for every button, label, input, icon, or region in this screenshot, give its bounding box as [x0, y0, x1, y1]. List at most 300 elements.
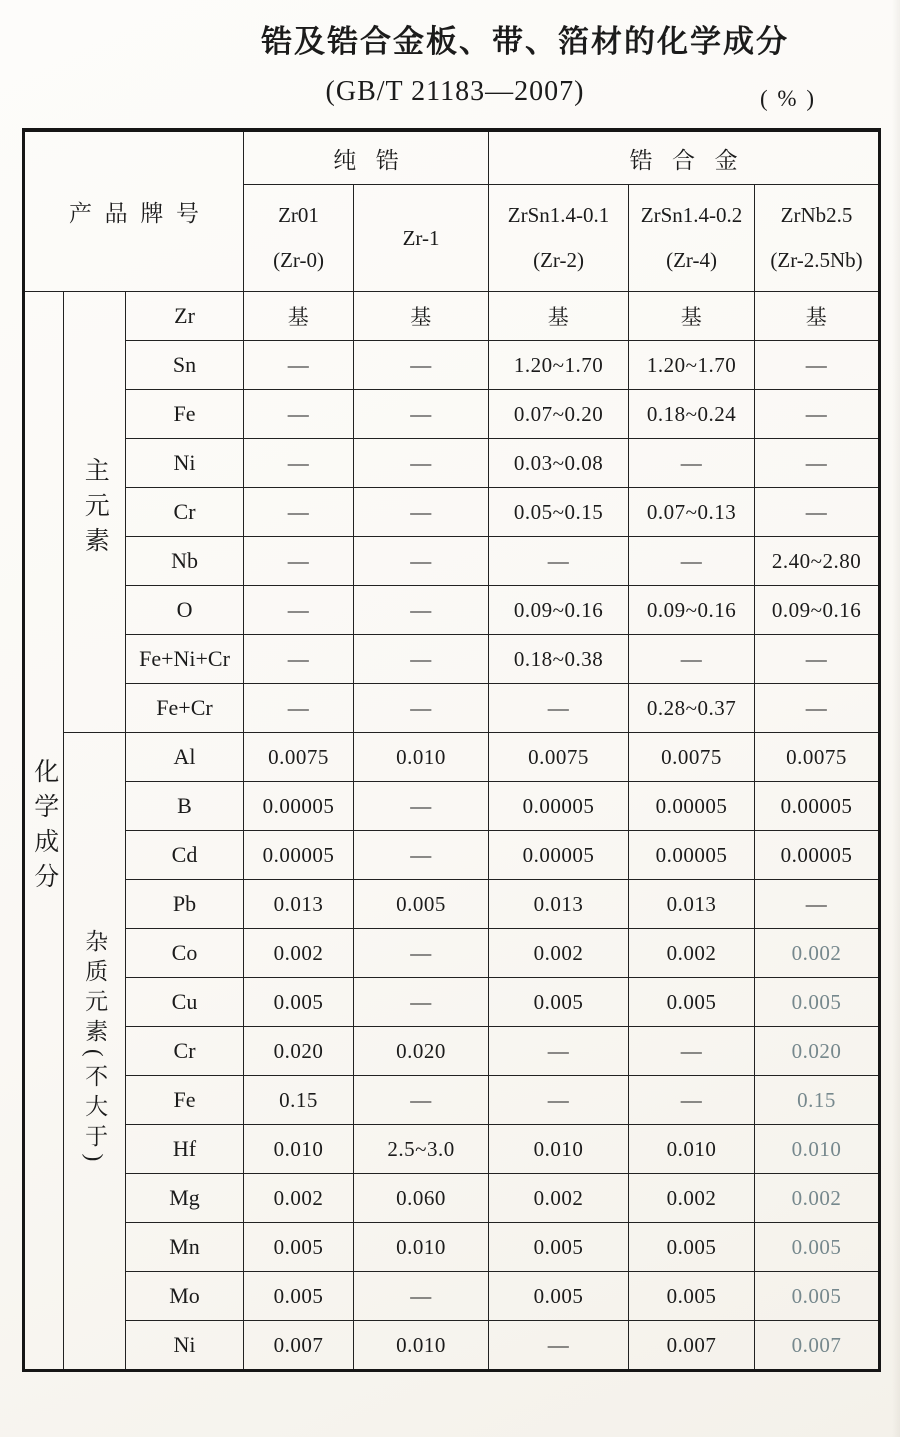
element-cell	[126, 537, 244, 586]
value-cell	[354, 586, 489, 635]
value-cell	[489, 1125, 629, 1174]
value-cell	[629, 1272, 755, 1321]
table-row	[24, 635, 880, 684]
value-cell	[489, 390, 629, 439]
value-cell	[244, 684, 354, 733]
table-row	[24, 782, 880, 831]
element-cell-text: Mg	[169, 1185, 200, 1210]
value-cell	[629, 488, 755, 537]
value-cell	[629, 390, 755, 439]
value-cell	[489, 586, 629, 635]
value-cell	[755, 390, 880, 439]
value-cell-text: 0.00005	[522, 842, 595, 867]
value-cell	[755, 831, 880, 880]
element-cell	[126, 1272, 244, 1321]
value-cell	[354, 1125, 489, 1174]
value-cell-text: 1.20~1.70	[646, 352, 737, 377]
element-cell	[126, 978, 244, 1027]
value-cell-text: 0.28~0.37	[646, 695, 737, 720]
value-cell	[755, 439, 880, 488]
value-cell	[489, 880, 629, 929]
value-cell-text: 0.005	[791, 1283, 842, 1308]
pure-zr-label: 纯锆	[333, 147, 419, 173]
table-row	[24, 1272, 880, 1321]
value-cell-text: —	[410, 1087, 432, 1112]
value-cell	[755, 782, 880, 831]
element-cell	[126, 782, 244, 831]
value-cell	[354, 1027, 489, 1076]
element-cell	[126, 292, 244, 341]
value-cell	[244, 390, 354, 439]
value-cell-text: —	[287, 548, 310, 573]
value-cell-text: —	[805, 891, 828, 916]
element-cell-text: Zr	[174, 303, 195, 328]
value-cell-text: 0.005	[396, 891, 446, 916]
value-cell-text: —	[680, 1038, 703, 1063]
value-cell-text: —	[410, 499, 432, 524]
grade-column-header-zr2	[489, 185, 629, 292]
value-cell	[489, 1174, 629, 1223]
element-cell-text: Cd	[171, 842, 198, 867]
element-cell	[126, 684, 244, 733]
impurity-elements-label-text: 杂质元素(不大于)	[82, 928, 108, 1169]
element-cell	[126, 1076, 244, 1125]
value-cell-text: —	[410, 450, 432, 475]
value-cell-text: 0.09~0.16	[646, 597, 737, 622]
value-cell-text: 0.010	[396, 1332, 446, 1357]
value-cell	[489, 537, 629, 586]
value-cell-text: 基	[680, 305, 703, 329]
value-cell-text: —	[410, 695, 432, 720]
value-cell	[244, 929, 354, 978]
value-cell-text: 0.002	[273, 940, 324, 965]
value-cell	[489, 978, 629, 1027]
value-cell	[244, 978, 354, 1027]
element-cell-text: Cr	[173, 499, 196, 524]
value-cell	[244, 733, 354, 782]
value-cell-text: —	[410, 401, 432, 426]
grade-column-header-zrnb	[755, 185, 880, 292]
value-cell-text: —	[287, 695, 310, 720]
value-cell-text: 0.15	[279, 1087, 318, 1112]
value-cell-text: —	[410, 842, 432, 867]
table-row	[24, 1027, 880, 1076]
value-cell	[755, 586, 880, 635]
value-cell	[629, 341, 755, 390]
element-cell	[126, 390, 244, 439]
value-cell-text: 2.40~2.80	[771, 548, 862, 573]
value-cell	[354, 1321, 489, 1371]
value-cell	[244, 1272, 354, 1321]
element-cell-text: Fe+Ni+Cr	[139, 646, 230, 671]
value-cell	[354, 341, 489, 390]
value-cell-text: —	[287, 499, 310, 524]
value-cell	[489, 684, 629, 733]
value-cell-text: 0.005	[791, 1234, 842, 1259]
grade-name: ZrNb2.5	[780, 203, 853, 227]
value-cell	[755, 929, 880, 978]
grade-name: Zr01	[278, 203, 319, 227]
value-cell	[489, 341, 629, 390]
grade-alias: (Zr-2)	[533, 248, 584, 272]
value-cell-text: —	[680, 450, 703, 475]
element-cell-text: Cu	[171, 989, 198, 1014]
group-header-row	[24, 130, 880, 185]
value-cell-text: 0.007	[273, 1332, 324, 1357]
value-cell	[489, 1223, 629, 1272]
value-cell-text: 0.007	[666, 1332, 717, 1357]
value-cell	[244, 782, 354, 831]
value-cell	[244, 1125, 354, 1174]
grade-alias: (Zr-4)	[666, 248, 717, 272]
value-cell	[755, 341, 880, 390]
element-cell	[126, 439, 244, 488]
value-cell-text: 0.010	[396, 1234, 446, 1259]
value-cell-text: 基	[287, 305, 310, 329]
table-row	[24, 537, 880, 586]
element-cell-text: Fe+Cr	[156, 695, 213, 720]
value-cell	[354, 292, 489, 341]
value-cell	[244, 1223, 354, 1272]
value-cell-text: 0.020	[273, 1038, 324, 1063]
element-cell-text: Mn	[169, 1234, 200, 1259]
value-cell	[354, 488, 489, 537]
value-cell-text: —	[547, 1038, 570, 1063]
value-cell	[489, 1272, 629, 1321]
element-cell	[126, 1027, 244, 1076]
value-cell-text: 0.07~0.13	[646, 499, 737, 524]
value-cell-text: —	[287, 450, 310, 475]
value-cell	[629, 586, 755, 635]
value-cell	[489, 488, 629, 537]
value-cell	[354, 1272, 489, 1321]
page-subtitle: (GB/T 21183—2007)	[325, 76, 585, 107]
element-cell-text: Sn	[172, 352, 197, 377]
value-cell	[354, 782, 489, 831]
table-row	[24, 978, 880, 1027]
element-cell-text: Hf	[172, 1136, 197, 1161]
element-cell	[126, 1223, 244, 1272]
value-cell	[629, 1321, 755, 1371]
value-cell-text: —	[410, 940, 432, 965]
value-cell	[489, 635, 629, 684]
value-cell	[755, 1272, 880, 1321]
zr-alloy-label: 锆合金	[629, 147, 758, 173]
value-cell-text: —	[547, 1087, 570, 1112]
value-cell-text: 0.18~0.24	[646, 401, 737, 426]
grade-alias: (Zr-2.5Nb)	[770, 248, 863, 272]
value-cell-text: 0.00005	[522, 793, 595, 818]
value-cell	[354, 831, 489, 880]
value-cell-text: —	[680, 646, 703, 671]
value-cell	[354, 1174, 489, 1223]
value-cell	[244, 880, 354, 929]
value-cell	[244, 1027, 354, 1076]
value-cell	[354, 439, 489, 488]
value-cell-text: 0.15	[797, 1087, 836, 1112]
value-cell	[755, 1076, 880, 1125]
value-cell	[629, 880, 755, 929]
value-cell-text: 0.013	[666, 891, 717, 916]
percent-unit: ( % )	[760, 86, 816, 111]
value-cell	[629, 635, 755, 684]
value-cell	[489, 439, 629, 488]
value-cell-text: 0.005	[666, 989, 717, 1014]
value-cell-text: —	[410, 597, 432, 622]
element-cell-text: Al	[173, 744, 196, 769]
value-cell-text: 0.00005	[780, 842, 853, 867]
table-row	[24, 1223, 880, 1272]
value-cell	[244, 292, 354, 341]
element-cell	[126, 341, 244, 390]
value-cell	[755, 1174, 880, 1223]
value-cell	[755, 880, 880, 929]
value-cell	[755, 1321, 880, 1371]
value-cell-text: 1.20~1.70	[513, 352, 604, 377]
value-cell-text: 0.0075	[661, 744, 722, 769]
value-cell-text: 0.010	[273, 1136, 324, 1161]
product-grade-label: 产品牌号	[69, 201, 212, 226]
value-cell	[244, 586, 354, 635]
value-cell-text: 0.00005	[655, 842, 728, 867]
value-cell-text: 0.18~0.38	[513, 646, 604, 671]
grade-column-header-zr4	[629, 185, 755, 292]
value-cell	[489, 1321, 629, 1371]
value-cell-text: 0.002	[666, 1185, 717, 1210]
table-row	[24, 733, 880, 782]
element-cell	[126, 880, 244, 929]
value-cell-text: 基	[410, 305, 432, 329]
value-cell-text: 0.005	[273, 989, 324, 1014]
value-cell	[354, 1223, 489, 1272]
value-cell	[244, 488, 354, 537]
value-cell	[629, 439, 755, 488]
table-row	[24, 684, 880, 733]
value-cell	[354, 880, 489, 929]
value-cell-text: 0.00005	[780, 793, 853, 818]
element-cell-text: Cr	[173, 1038, 196, 1063]
value-cell-text: 0.005	[533, 1234, 584, 1259]
grade-alias: (Zr-0)	[273, 248, 324, 272]
table-row	[24, 1321, 880, 1371]
value-cell-text: 0.09~0.16	[513, 597, 604, 622]
table-row	[24, 1174, 880, 1223]
pure-zr-group-header	[244, 130, 489, 185]
value-cell	[354, 390, 489, 439]
value-cell-text: 基	[805, 305, 828, 329]
value-cell-text: —	[547, 548, 570, 573]
value-cell-text: 0.002	[791, 1185, 842, 1210]
value-cell	[489, 1076, 629, 1125]
table-row	[24, 1076, 880, 1125]
value-cell	[755, 1223, 880, 1272]
value-cell	[629, 929, 755, 978]
value-cell-text: 0.005	[533, 989, 584, 1014]
value-cell	[489, 782, 629, 831]
value-cell-text: 0.05~0.15	[513, 499, 604, 524]
value-cell-text: 0.03~0.08	[513, 450, 604, 475]
table-row	[24, 880, 880, 929]
value-cell-text: —	[805, 352, 828, 377]
value-cell	[629, 1027, 755, 1076]
table-body	[24, 292, 880, 1371]
value-cell	[244, 635, 354, 684]
value-cell-text: 0.005	[273, 1283, 324, 1308]
value-cell-text: —	[805, 646, 828, 671]
value-cell-text: —	[287, 646, 310, 671]
value-cell	[629, 1223, 755, 1272]
element-cell	[126, 635, 244, 684]
element-cell	[126, 929, 244, 978]
element-cell	[126, 488, 244, 537]
value-cell-text: 0.002	[533, 940, 584, 965]
value-cell-text: —	[805, 450, 828, 475]
value-cell	[629, 1125, 755, 1174]
value-cell	[354, 978, 489, 1027]
value-cell	[244, 439, 354, 488]
value-cell-text: 0.0075	[786, 744, 847, 769]
value-cell-text: 0.010	[666, 1136, 717, 1161]
value-cell-text: —	[410, 989, 432, 1014]
element-cell-text: Pb	[172, 891, 197, 916]
impurity-elements-label	[64, 733, 126, 1371]
element-cell-text: Ni	[173, 1332, 196, 1357]
table-row	[24, 488, 880, 537]
value-cell-text: —	[805, 401, 828, 426]
element-cell	[126, 1174, 244, 1223]
value-cell	[755, 978, 880, 1027]
value-cell	[629, 831, 755, 880]
grade-name: Zr-1	[402, 225, 440, 250]
value-cell	[489, 1027, 629, 1076]
element-cell-text: Nb	[171, 548, 198, 573]
table-row	[24, 831, 880, 880]
page-title: 锆及锆合金板、带、箔材的化学成分	[261, 24, 789, 59]
value-cell-text: 0.020	[791, 1038, 842, 1063]
value-cell-text: 0.0075	[268, 744, 329, 769]
element-cell-text: Mo	[169, 1283, 200, 1308]
value-cell	[354, 733, 489, 782]
value-cell-text: 0.005	[666, 1234, 717, 1259]
zr-alloy-group-header	[489, 130, 880, 185]
value-cell	[629, 733, 755, 782]
element-cell-text: Ni	[173, 450, 196, 475]
value-cell	[755, 292, 880, 341]
element-cell	[126, 586, 244, 635]
value-cell-text: 0.010	[791, 1136, 842, 1161]
table-row	[24, 586, 880, 635]
value-cell	[629, 537, 755, 586]
value-cell-text: 基	[547, 305, 570, 329]
value-cell	[354, 635, 489, 684]
value-cell-text: —	[410, 646, 432, 671]
table-header	[24, 130, 880, 292]
value-cell	[755, 488, 880, 537]
value-cell-text: —	[547, 1332, 570, 1357]
value-cell	[244, 1076, 354, 1125]
table-row	[24, 439, 880, 488]
element-cell	[126, 1321, 244, 1371]
value-cell-text: —	[410, 1283, 432, 1308]
value-cell-text: —	[410, 548, 432, 573]
element-cell-text: Co	[171, 940, 198, 965]
value-cell-text: 0.09~0.16	[771, 597, 862, 622]
scan-edge-shadow	[892, 0, 900, 1437]
value-cell-text: 0.020	[396, 1038, 446, 1063]
value-cell	[629, 684, 755, 733]
value-cell-text: 0.002	[791, 940, 842, 965]
grade-column-header-zr01	[244, 185, 354, 292]
value-cell-text: 0.013	[533, 891, 584, 916]
value-cell-text: —	[287, 401, 310, 426]
element-cell-text: O	[176, 597, 193, 622]
value-cell-text: 0.002	[273, 1185, 324, 1210]
value-cell	[629, 1076, 755, 1125]
value-cell	[244, 537, 354, 586]
value-cell	[244, 831, 354, 880]
value-cell-text: 0.010	[396, 744, 446, 769]
element-cell-text: Fe	[173, 401, 196, 426]
product-grade-header	[24, 130, 244, 292]
value-cell	[244, 1174, 354, 1223]
table-row	[24, 929, 880, 978]
value-cell-text: —	[287, 352, 310, 377]
composition-table	[22, 128, 881, 1372]
value-cell-text: 0.002	[666, 940, 717, 965]
value-cell	[244, 341, 354, 390]
value-cell-text: 0.07~0.20	[513, 401, 604, 426]
element-cell-text: Fe	[173, 1087, 196, 1112]
value-cell	[489, 831, 629, 880]
table-row	[24, 1125, 880, 1174]
value-cell	[489, 292, 629, 341]
value-cell	[755, 537, 880, 586]
element-cell	[126, 831, 244, 880]
value-cell	[755, 635, 880, 684]
value-cell	[354, 537, 489, 586]
value-cell	[489, 733, 629, 782]
value-cell	[629, 782, 755, 831]
chemical-composition-label	[24, 292, 64, 1371]
main-elements-label	[64, 292, 126, 733]
value-cell-text: 0.005	[666, 1283, 717, 1308]
grade-name: ZrSn1.4-0.2	[640, 203, 743, 227]
value-cell-text: 0.00005	[655, 793, 728, 818]
value-cell-text: —	[680, 548, 703, 573]
value-cell	[755, 1125, 880, 1174]
value-cell-text: 0.013	[273, 891, 324, 916]
value-cell	[629, 1174, 755, 1223]
chemical-composition-label-text: 化学成分	[30, 758, 58, 898]
grade-name: ZrSn1.4-0.1	[507, 203, 610, 227]
value-cell	[755, 1027, 880, 1076]
value-cell-text: 0.010	[533, 1136, 584, 1161]
value-cell	[354, 684, 489, 733]
value-cell-text: 0.060	[396, 1185, 446, 1210]
value-cell	[244, 1321, 354, 1371]
value-cell	[755, 684, 880, 733]
value-cell-text: —	[410, 352, 432, 377]
value-cell	[755, 733, 880, 782]
element-cell	[126, 733, 244, 782]
main-elements-label-text: 主元素	[81, 457, 109, 562]
value-cell	[354, 929, 489, 978]
value-cell-text: 0.007	[791, 1332, 842, 1357]
value-cell	[629, 292, 755, 341]
value-cell-text: 0.00005	[262, 793, 335, 818]
value-cell-text: 0.005	[273, 1234, 324, 1259]
grade-column-header-zr1	[354, 185, 489, 292]
